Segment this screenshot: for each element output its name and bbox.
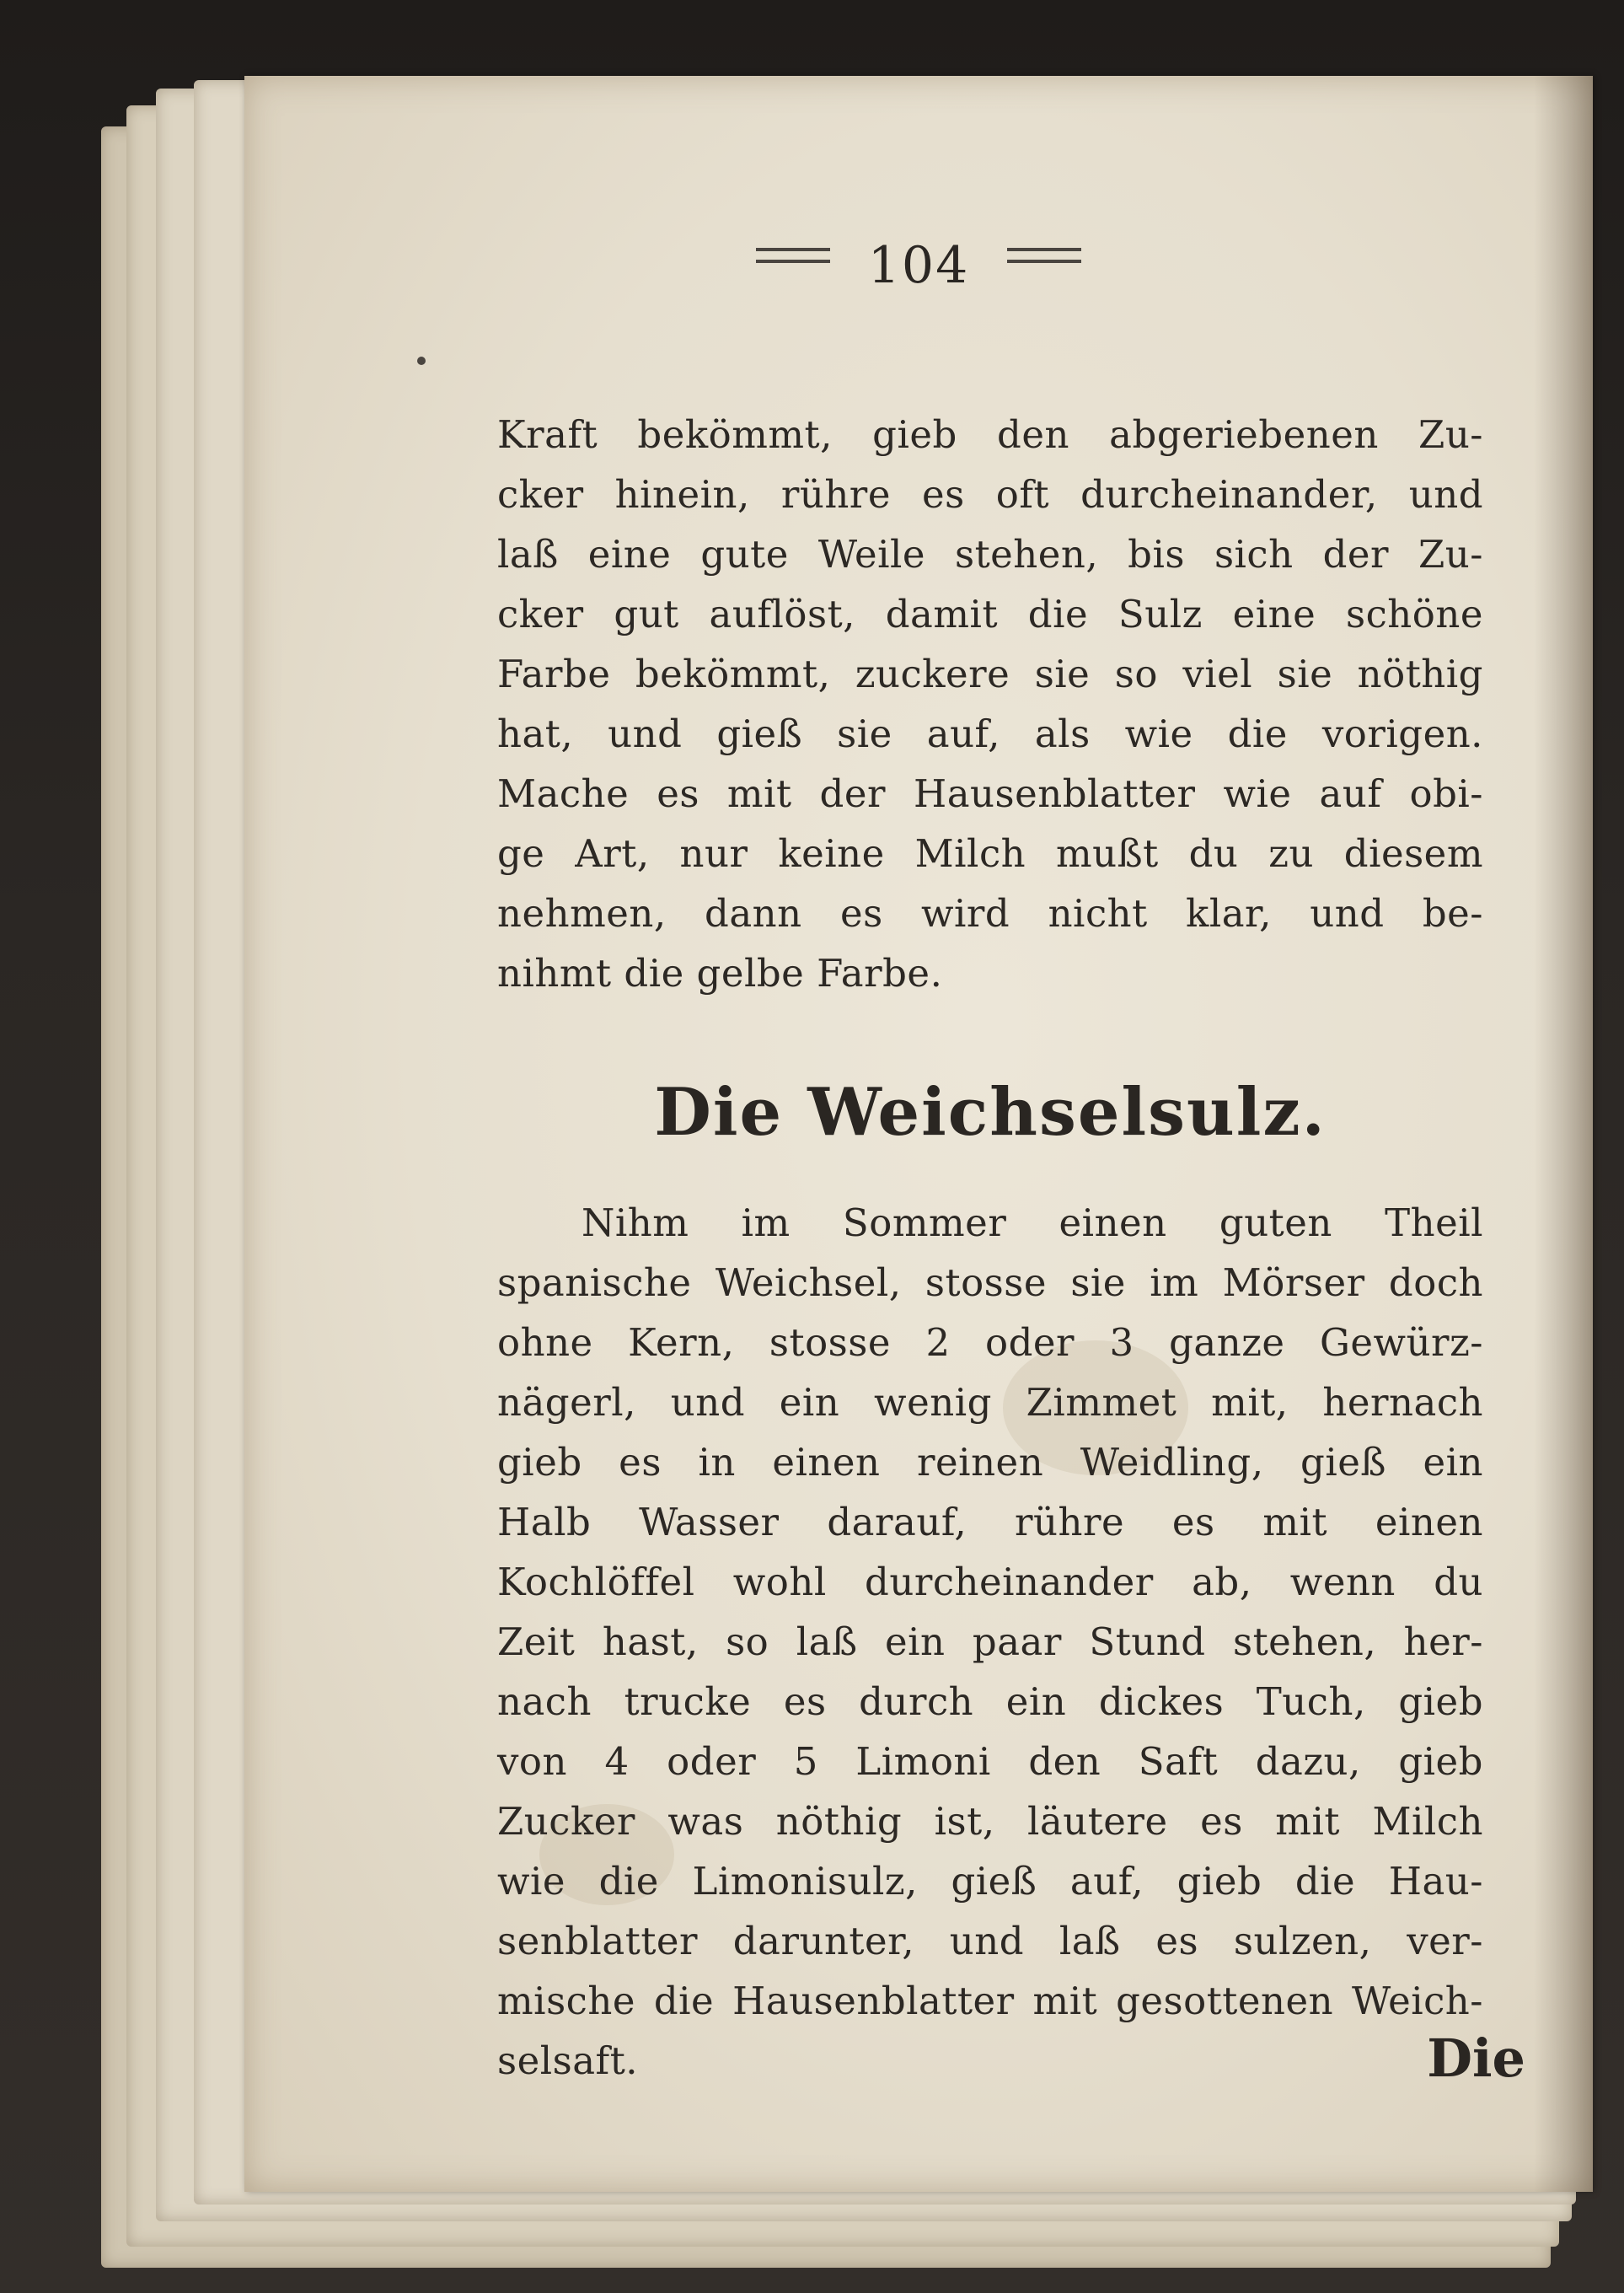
text-line: Zucker was nöthig ist, läutere es mit Milch <box>497 1799 1483 1844</box>
text-line: cker gut auflöst, damit die Sulz eine schöne <box>497 592 1483 636</box>
text-line: Mache es mit der Hausenblatter wie auf obi- <box>497 771 1483 816</box>
text-line: cker hinein, rühre es oft durcheinander, und <box>497 472 1483 517</box>
text-line: laß eine gute Weile stehen, bis sich der Zu- <box>497 532 1483 577</box>
page-header <box>244 236 1593 337</box>
recipe-continued <box>497 405 1483 1003</box>
text-line: Kochlöffel wohl durcheinander ab, wenn du <box>497 1560 1483 1604</box>
text-line: Nihm im Sommer einen guten Theil <box>582 1200 1483 1245</box>
text-line: senblatter darunter, und laß es sulzen, ver- <box>497 1919 1483 1963</box>
catchword: Die <box>1427 2027 1525 2089</box>
text-line: hat, und gieß sie auf, als wie die vorigen. <box>497 712 1483 756</box>
text-line: Kraft bekömmt, gieb den abgeriebenen Zu- <box>497 412 1483 457</box>
text-line: wie die Limonisulz, gieß auf, gieb die Hau- <box>497 1859 1483 1904</box>
recipe-weichselsulz <box>497 1193 1483 2091</box>
text-line: Farbe bekömmt, zuckere sie so viel sie nöthig <box>497 652 1483 696</box>
text-line: ohne Kern, stosse 2 oder 3 ganze Gewürz- <box>497 1320 1483 1365</box>
header-rule-left <box>756 248 830 263</box>
text-line: ge Art, nur keine Milch mußt du zu diesem <box>497 831 1483 876</box>
text-line: spanische Weichsel, stosse sie im Mörser doch <box>497 1260 1483 1305</box>
text-line: gieb es in einen reinen Weidling, gieß ein <box>497 1440 1483 1485</box>
margin-mark <box>417 357 426 365</box>
text-line: nihmt die gelbe Farbe. <box>497 951 943 996</box>
header-rule-right <box>1007 248 1081 263</box>
text-line: Halb Wasser darauf, rühre es mit einen <box>497 1500 1483 1544</box>
text-line: nehmen, dann es wird nicht klar, und be- <box>497 891 1483 936</box>
text-line: selsaft. <box>497 2038 639 2083</box>
page-number: 104 <box>867 236 970 295</box>
text-line: nägerl, und ein wenig Zimmet mit, hernach <box>497 1380 1483 1425</box>
text-line: mische die Hausenblatter mit gesottenen Weich- <box>497 1979 1483 2023</box>
gutter-shadow <box>1534 76 1593 2192</box>
text-line: Zeit hast, so laß ein paar Stund stehen, her- <box>497 1619 1483 1664</box>
section-heading: Die Weichselsulz. <box>654 1074 1327 1151</box>
text-line: nach trucke es durch ein dickes Tuch, gieb <box>497 1679 1483 1724</box>
book-page <box>244 76 1593 2192</box>
text-line: von 4 oder 5 Limoni den Saft dazu, gieb <box>497 1739 1483 1784</box>
